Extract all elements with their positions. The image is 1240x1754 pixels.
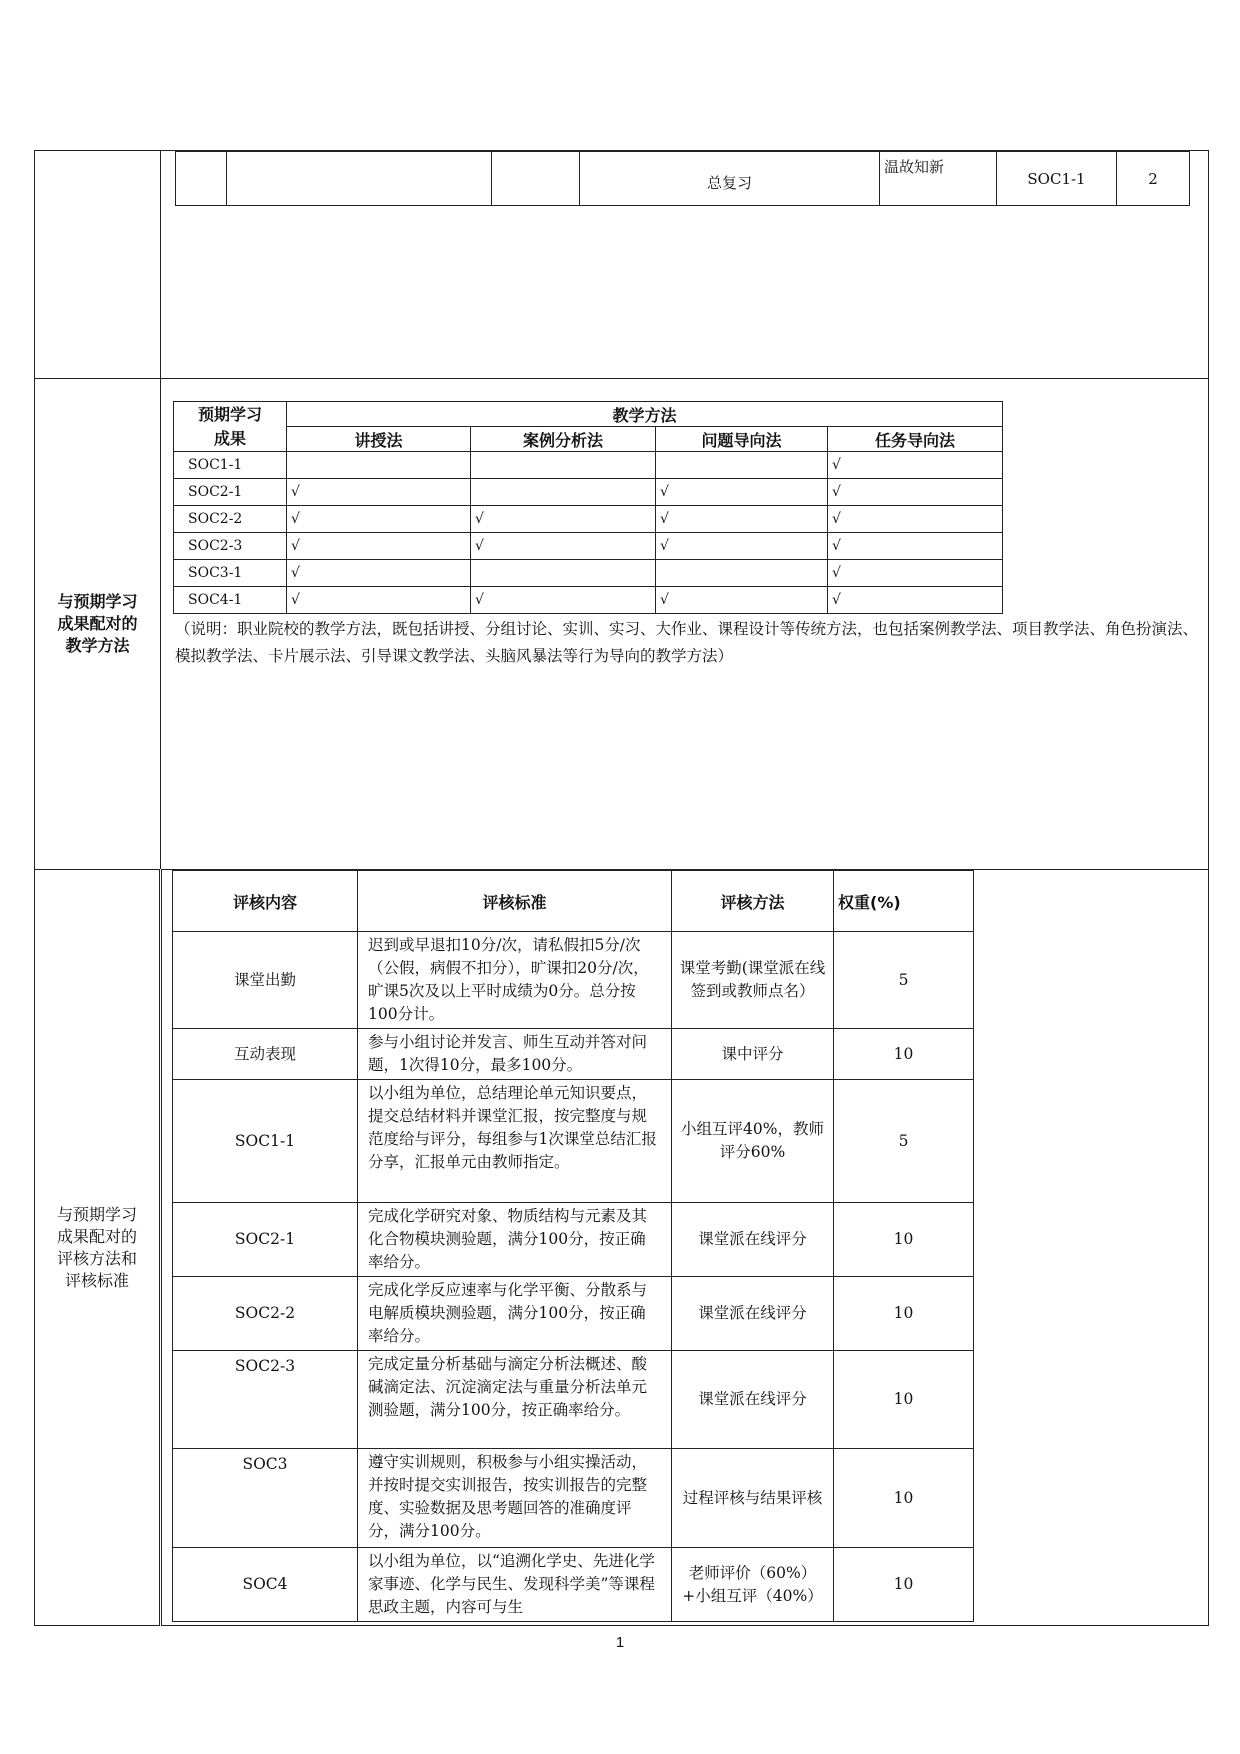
review-method: 温故知新 <box>880 152 997 206</box>
assess-row <box>173 1449 974 1548</box>
assess-row <box>173 1277 974 1351</box>
check-mark: √ <box>471 533 656 560</box>
outcome-code: SOC3-1 <box>174 560 287 587</box>
review-row-table <box>175 151 1190 206</box>
check-mark: √ <box>287 587 471 614</box>
assess-standard: 以小组为单位，以“追溯化学史、先进化学家事迹、化学与民生、发现科学美”等课程思政主题，内容可与生 <box>358 1548 672 1622</box>
label-line: 与预期学习 <box>56 1204 137 1224</box>
label-line: 成果配对的 <box>56 1226 137 1246</box>
check-mark: √ <box>471 587 656 614</box>
label-line: 教学方法 <box>65 636 130 655</box>
check-mark <box>287 452 471 479</box>
assess-method: 小组互评40%，教师评分60% <box>672 1080 834 1203</box>
blank-cell <box>176 152 227 206</box>
assess-header: 评核标准 <box>358 871 672 932</box>
assess-weight: 10 <box>834 1548 974 1622</box>
assessment-table <box>172 870 974 1622</box>
check-mark: √ <box>828 560 1003 587</box>
check-mark: √ <box>287 560 471 587</box>
review-hours: 2 <box>1117 152 1190 206</box>
assess-weight: 5 <box>834 1080 974 1203</box>
check-mark <box>471 479 656 506</box>
label-line: 成果配对的 <box>57 614 138 633</box>
method-column-header: 讲授法 <box>287 427 471 452</box>
assess-header: 权重(%) <box>834 871 974 932</box>
page-number: 1 <box>615 1634 625 1651</box>
assess-standard: 参与小组讨论并发言、师生互动并答对问题，1次得10分，最多100分。 <box>358 1029 672 1080</box>
method-row <box>174 533 1003 560</box>
methods-matrix <box>173 401 1003 614</box>
assess-weight: 10 <box>834 1351 974 1449</box>
assess-standard: 完成化学反应速率与化学平衡、分散系与电解质模块测验题，满分100分，按正确率给分。 <box>358 1277 672 1351</box>
outcome-code: SOC1-1 <box>174 452 287 479</box>
header-line: 预期学习 <box>197 404 262 424</box>
check-mark <box>471 452 656 479</box>
assess-row <box>173 932 974 1029</box>
check-mark <box>471 560 656 587</box>
assess-row <box>173 1080 974 1203</box>
review-cell <box>161 151 1209 379</box>
assess-content: SOC2-3 <box>173 1351 358 1449</box>
review-title: 总复习 <box>580 152 880 206</box>
check-mark: √ <box>828 587 1003 614</box>
check-mark: √ <box>828 452 1003 479</box>
assessment-cell <box>161 870 1209 1626</box>
assess-method: 课中评分 <box>672 1029 834 1080</box>
check-mark: √ <box>828 506 1003 533</box>
method-column-header: 问题导向法 <box>656 427 828 452</box>
label-line: 评核方法和 <box>56 1248 137 1268</box>
assess-row <box>173 1548 974 1622</box>
check-mark: √ <box>656 506 828 533</box>
method-row <box>174 560 1003 587</box>
assess-content: SOC1-1 <box>173 1080 358 1203</box>
check-mark: √ <box>287 533 471 560</box>
assess-standard: 以小组为单位，总结理论单元知识要点，提交总结材料并课堂汇报，按完整度与规范度给与评分，每组参与1次课堂总结汇报分享，汇报单元由教师指定。 <box>358 1080 672 1203</box>
assess-method: 课堂派在线评分 <box>672 1277 834 1351</box>
assess-method: 课堂考勤(课堂派在线签到或教师点名） <box>672 932 834 1029</box>
assess-content: SOC3 <box>173 1449 358 1548</box>
assess-method: 课堂派在线评分 <box>672 1203 834 1277</box>
assess-row <box>173 1351 974 1449</box>
review-outcome: SOC1-1 <box>997 152 1117 206</box>
check-mark: √ <box>828 533 1003 560</box>
blank-cell <box>227 152 492 206</box>
outcome-header <box>174 402 287 452</box>
outcome-code: SOC2-1 <box>174 479 287 506</box>
methods-cell <box>161 379 1209 870</box>
assess-method: 课堂派在线评分 <box>672 1351 834 1449</box>
check-mark: √ <box>287 479 471 506</box>
assess-content: SOC2-2 <box>173 1277 358 1351</box>
assess-weight: 10 <box>834 1029 974 1080</box>
check-mark: √ <box>287 506 471 533</box>
assess-header: 评核方法 <box>672 871 834 932</box>
assess-content: 互动表现 <box>173 1029 358 1080</box>
method-row <box>174 452 1003 479</box>
assess-standard: 完成化学研究对象、物质结构与元素及其化合物模块测验题，满分100分，按正确率给分。 <box>358 1203 672 1277</box>
assess-method: 过程评核与结果评核 <box>672 1449 834 1548</box>
label-line: 与预期学习 <box>57 592 138 611</box>
assess-header: 评核内容 <box>173 871 358 932</box>
assess-row <box>173 1203 974 1277</box>
assess-content: 课堂出勤 <box>173 932 358 1029</box>
assess-weight: 10 <box>834 1449 974 1548</box>
blank-cell <box>492 152 580 206</box>
check-mark: √ <box>656 533 828 560</box>
method-row <box>174 587 1003 614</box>
assess-standard: 遵守实训规则，积极参与小组实操活动，并按时提交实训报告，按实训报告的完整度、实验数据及思考题回答的准确度评分，满分100分。 <box>358 1449 672 1548</box>
assess-method: 老师评价（60%）+小组互评（40%） <box>672 1548 834 1622</box>
assess-weight: 10 <box>834 1203 974 1277</box>
outcome-code: SOC2-2 <box>174 506 287 533</box>
assess-content: SOC2-1 <box>173 1203 358 1277</box>
methods-group-header: 教学方法 <box>287 402 1003 427</box>
course-outline-table <box>34 150 1209 1626</box>
assess-standard: 完成定量分析基础与滴定分析法概述、酸碱滴定法、沉淀滴定法与重量分析法单元测验题，满分100分，按正确率给分。 <box>358 1351 672 1449</box>
outcome-code: SOC4-1 <box>174 587 287 614</box>
methods-section-label <box>35 379 161 870</box>
check-mark: √ <box>656 587 828 614</box>
check-mark: √ <box>828 479 1003 506</box>
assess-standard: 迟到或早退扣10分/次，请私假扣5分/次（公假，病假不扣分），旷课扣20分/次，旷课5次及以上平时成绩为0分。总分按100分计。 <box>358 932 672 1029</box>
assess-row <box>173 1029 974 1080</box>
method-column-header: 任务导向法 <box>828 427 1003 452</box>
assess-weight: 10 <box>834 1277 974 1351</box>
method-row <box>174 506 1003 533</box>
assessment-section-label <box>35 870 161 1626</box>
method-row <box>174 479 1003 506</box>
check-mark: √ <box>656 479 828 506</box>
check-mark: √ <box>471 506 656 533</box>
assess-weight: 5 <box>834 932 974 1029</box>
method-column-header: 案例分析法 <box>471 427 656 452</box>
outcome-code: SOC2-3 <box>174 533 287 560</box>
methods-note: （说明：职业院校的教学方法，既包括讲授、分组讨论、实训、实习、大作业、课程设计等传统方法，也包括案例教学法、项目教学法、角色扮演法、模拟教学法、卡片展示法、引导课文教学法、头脑风暴法等行为导向的教学方法） <box>175 620 1199 665</box>
check-mark <box>656 452 828 479</box>
check-mark <box>656 560 828 587</box>
empty-label-cell <box>35 151 161 379</box>
header-line: 成果 <box>213 428 246 448</box>
assess-content: SOC4 <box>173 1548 358 1622</box>
label-line: 评核标准 <box>64 1270 129 1290</box>
